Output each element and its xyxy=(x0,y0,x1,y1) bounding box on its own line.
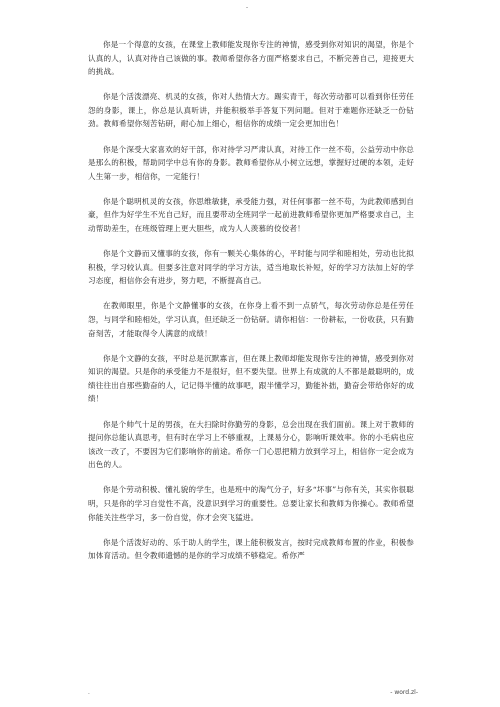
paragraph-5: 你是个文静而又懂事的女孩，你有一颗关心集体的心，平时能与同学和睦相处，劳动也比拟积极，学习较认真。但要多注意对同学的学习方法，适当地取长补短，好的学习方法加上好的学习态度，相信你会有进步，努力吧，不断提高自己。 xyxy=(88,249,414,286)
paragraph-1: 你是一个得意的女孩，在课堂上教师能发现你专注的神情，感受到你对知识的渴望，你是个认真的人，认真对待自己该做的事。教师希望你各方面严格要求自己，不断完善自己，迎接更大的挑战。 xyxy=(88,40,414,77)
page-top-marker: - xyxy=(246,4,249,11)
footer-left-marker: - xyxy=(88,691,90,697)
paragraph-6: 在教师眼里，你是个文静懂事的女孩，在你身上看不到一点骄气，每次劳动你总是任劳任怨，与同学和睦相处，学习认真，但还缺乏一份钻研。请你相信：一份耕耘，一份收获，只有勤奋刻苦，才能取得令人满意的成绩！ xyxy=(88,301,414,338)
footer-page-label: - word.zl- xyxy=(390,689,418,696)
paragraph-4: 你是个聪明机灵的女孩，你思维敏捷，承受能力强，对任何事都一丝不苟，为此教师感到自豪，但作为好学生不光自己好，而且要带动全班同学一起前进教师希望你更加严格要求自己，主动帮助差生，在班级管理上更大胆些，成为人人羡慕的佼佼者！ xyxy=(88,196,414,234)
paragraph-8: 你是个帅气十足的男孩，在大扫除时你勤劳的身影，总会出现在我们面前。课上对于教师的提问你总能认真思考，但有时在学习上不够重视，上课易分心，影响听课效率。你的小毛病也应该改一改了，不要因为它们影响你的前途。希你一门心思把精力放到学习上，相信你一定会成为出色的人。 xyxy=(88,419,414,470)
paragraph-10: 你是个活泼好动的、乐于助人的学生，课上能积极发言，按时完成教师布置的作业，积极参加体育活动。但令教师遗憾的是你的学习成绩不够稳定。希你严 xyxy=(88,537,414,561)
paragraph-3: 你是个深受大家喜欢的好干部，你对待学习严肃认真，对待工作一丝不苟，公益劳动中你总是那么的积极，帮助同学中总有你的身影。教师希望你从小树立远想，掌握好过硬的本领，走好人生第一步，相信你，一定能行！ xyxy=(88,144,414,181)
document-body xyxy=(88,38,414,574)
paragraph-9: 你是个劳动积极、懂礼貌的学生，也是班中的淘气分子，好多“坏事”与你有关，其实你很聪明，只是你的学习自觉性不高，没意识到学习的重要性。总要让家长和教师为你操心。教师希望你能关注些学习，多一份自觉，你才会突飞猛进。 xyxy=(88,485,414,522)
paragraph-2: 你是个活泼漂亮、机灵的女孩，你对人热情大方。踢实青干，每次劳动都可以看到你任劳任怨的身影，课上，你总是认真听讲，并能积极举手答复下列问题。但对于难题你还缺乏一份钻劲。教师希望你刻苦钻研，耐心加上细心，相信你的成绩一定会更加出色！ xyxy=(88,92,414,129)
paragraph-7: 你是个文静的女孩，平时总是沉默寡言，但在课上教师却能发现你专注的神情，感受到你对知识的渴望。只是你的承受能力不是很好，但不要失望。世界上有成就的人不都是最聪明的，成绩往往出自那些勤奋的人，记记得半懂的故事吧，跟半懂学习，勤能补拙，勤奋会带给你好的成绩！ xyxy=(88,353,414,404)
